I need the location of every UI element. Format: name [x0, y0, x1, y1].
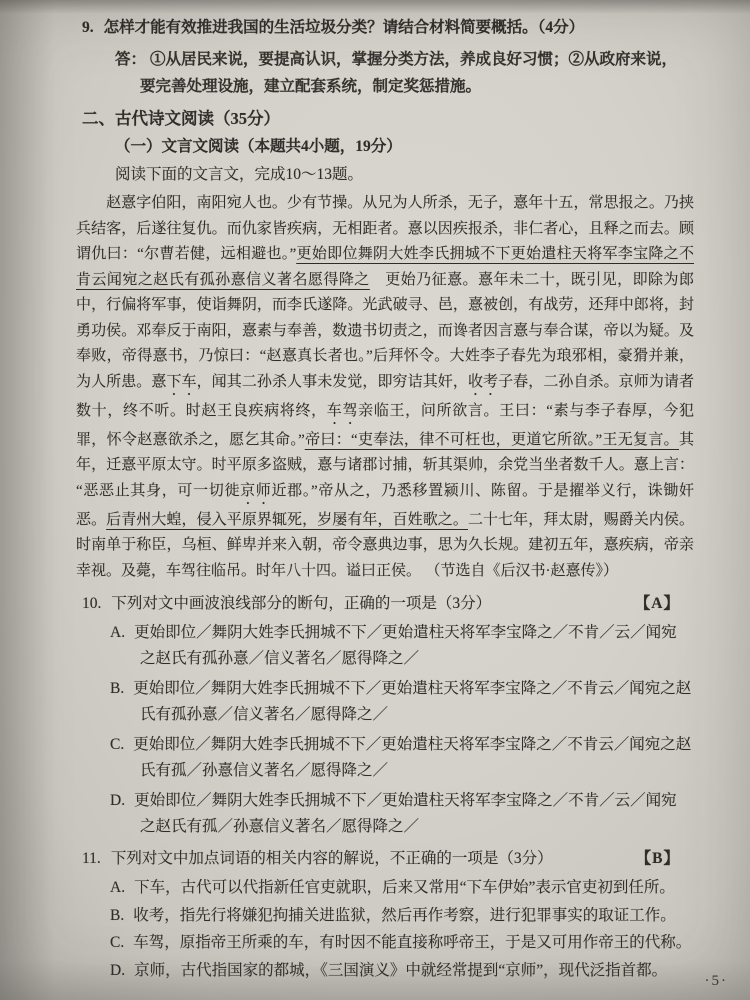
- option-b-label: B.: [110, 680, 125, 697]
- option-b-label: B.: [110, 906, 125, 924]
- question-10-stem: 下列对文中画波浪线部分的断句，正确的一项是（3分）: [111, 595, 492, 612]
- question-9-stem: 怎样才能有效推进我国的生活垃圾分类？请结合材料简要概括。（4分）: [103, 19, 585, 36]
- option-b: [82, 676, 692, 727]
- question-11-number: 11.: [82, 850, 101, 867]
- passage-segment-dots: 车驾: [326, 402, 359, 419]
- option-b: [82, 903, 692, 929]
- option-b-text: 收考，指先行将嫌犯拘捕关进监狱，然后再作考察，进行犯罪事实的取证工作。: [133, 906, 676, 924]
- answer-text: ①从居民来说，要提高认识，掌握分类方法，养成良好习惯；②从政府来说，要完善处理设施，建立配套系统，制定奖惩措施。: [140, 51, 678, 95]
- passage-segment-underline: 更始即位舞阴大姓李氏拥城不下更始遣柱天将军李宝降之不肯云闻宛之赵氏有孤孙憙信义著名愿得降之: [76, 246, 694, 288]
- option-d: [82, 788, 692, 839]
- option-d-label: D.: [110, 961, 126, 979]
- question-9-stem-line: [82, 14, 692, 42]
- question-10: [82, 590, 692, 839]
- answer-label: 答：: [115, 51, 147, 68]
- option-c: [82, 732, 692, 783]
- option-c-text: 车驾，原指帝王所乘的车，有时因不能直接称呼帝王，于是又可用作帝王的代称。: [133, 934, 692, 951]
- passage-segment-plain: 二十七年，拜太尉，赐爵关内侯。时南单于称臣，乌桓、鲜卑并来入朝，帝令憙典边事，思为久长规。建初五年，憙疾病，帝亲幸视。及薨，车驾往临吊。时年八十四。谥曰正侯。: [76, 511, 694, 579]
- question-11-options: [82, 875, 692, 983]
- passage-segment-plain: 其年，迁憙平原太守。时平原多盗贼，憙与诸郡讨捕，斩其渠帅，余党当坐者数千人。憙上言：“恶恶止其身，可一切徙: [76, 431, 694, 499]
- option-c: [82, 930, 692, 956]
- page-content: [76, 14, 694, 985]
- passage-segment-plain: 亲临王，问所欲言。王曰：“素与李子春厚，今犯罪，怀令赵憙欲杀之，愿乞其命。”: [76, 402, 694, 448]
- passage-segment-plain: 更始乃征憙。憙年未二十，既引见，即除为郎中，行偏将军事，使诣舞阴，而李氏遂降。光武破寻、邑，憙被创，有战劳，还拜中郎将，封勇功侯。邓奉反于南阳，憙素与奉善，数遗书切责之，而谗者因言憙与奉合谋，帝以为疑。及奉败，帝得憙书，乃惊曰：“赵憙真长者也。”后拜怀令。大姓李子春先为琅邪相，豪猾并兼，为人所患。憙: [76, 271, 694, 390]
- question-11-stem: 下列对文中加点词语的相关内容的解说，不正确的一项是（3分）: [110, 850, 553, 867]
- option-a-label: A.: [110, 624, 126, 641]
- question-10-options: [82, 620, 692, 839]
- question-9: [82, 14, 692, 100]
- option-d-label: D.: [110, 792, 126, 809]
- option-a: [82, 875, 692, 901]
- passage-segment-dots: 下车: [166, 373, 197, 390]
- passage-segment-plain: ，闻其二孙杀人事未发觉，即穷诘其奸，: [196, 373, 468, 390]
- passage-segment-underline: 帝曰：“吏奉法，律不可枉也，更道它所欲。”王无复言。: [304, 431, 679, 448]
- question-11-answer-badge: 【B】: [635, 850, 680, 867]
- option-a-label: A.: [110, 879, 126, 896]
- section-instruction: 阅读下面的文言文，完成10～13题。: [115, 166, 364, 183]
- classical-passage: [76, 191, 694, 584]
- question-11-stem-line: [82, 845, 692, 873]
- option-d-text: 京师，古代指国家的都城，《三国演义》中就经常提到“京师”，现代泛指首都。: [134, 961, 668, 979]
- option-c-label: C.: [110, 934, 125, 951]
- option-a-text: 更始即位／舞阴大姓李氏拥城不下／更始遣柱天将军李宝降之／不肯／云／闻宛之赵氏有孤孙憙／信义著名／愿得降之／: [134, 624, 677, 667]
- option-c-text: 更始即位／舞阴大姓李氏拥城不下／更始遣柱天将军李宝降之／不肯云／闻宛之赵氏有孤／孙憙信义著名／愿得降之／: [133, 736, 692, 779]
- passage-segment-dots: 京师: [240, 482, 272, 499]
- section-title: 二、古代诗文阅读（35分）: [82, 109, 280, 128]
- passage-segment-dots: 收考: [467, 373, 499, 390]
- passage-segment-plain: 赵憙字伯阳，南阳宛人也。少有节操。从兄为人所杀，无子，憙年十五，常思报之。乃挟兵结客，后遂往复仇。而仇家皆疾病，无相距者。憙以因疾报杀，非仁者心，且释之而去。顾谓仇曰：“尔曹若健，远相避也。”: [76, 195, 694, 262]
- question-9-answer: [82, 46, 692, 100]
- passage-segment-underline: 后青州大蝗，侵入平原界辄死，岁屡有年，百姓歌之。: [106, 511, 468, 528]
- question-11: [82, 845, 692, 983]
- passage-segment-plain: 近郡。”帝从之，乃悉移置颍川、陈留。于是擢举义行，诛锄奸恶。: [76, 482, 694, 528]
- question-10-answer-badge: 【A】: [634, 595, 680, 612]
- question-10-stem-line: [82, 590, 692, 618]
- passage-segment-plain: 子春，二孙自杀。京师为请者数十，终不听。时赵王良疾病将终，: [76, 373, 694, 419]
- option-a-text: 下车，古代可以代指新任官吏就职，后来又常用“下车伊始”表示官吏初到任所。: [134, 879, 675, 896]
- question-9-number: 9.: [82, 19, 94, 36]
- option-a: [82, 620, 692, 671]
- option-d: [82, 958, 692, 984]
- option-b-text: 更始即位／舞阴大姓李氏拥城不下／更始遣柱天将军李宝降之／不肯云／闻宛之赵氏有孤孙憙／信义著名／愿得降之／: [133, 680, 692, 723]
- page-number: ·5·: [704, 973, 728, 989]
- passage-segment-source: （节选自《后汉书·赵憙传》）: [433, 562, 619, 579]
- option-c-label: C.: [110, 736, 125, 753]
- section-subtitle: （一）文言文阅读（本题共4小题，19分）: [115, 138, 402, 155]
- option-d-text: 更始即位／舞阴大姓李氏拥城不下／更始遣柱天将军李宝降之／不肯／云／闻宛之赵氏有孤／孙憙信义著名／愿得降之／: [134, 792, 677, 835]
- question-10-number: 10.: [82, 595, 102, 612]
